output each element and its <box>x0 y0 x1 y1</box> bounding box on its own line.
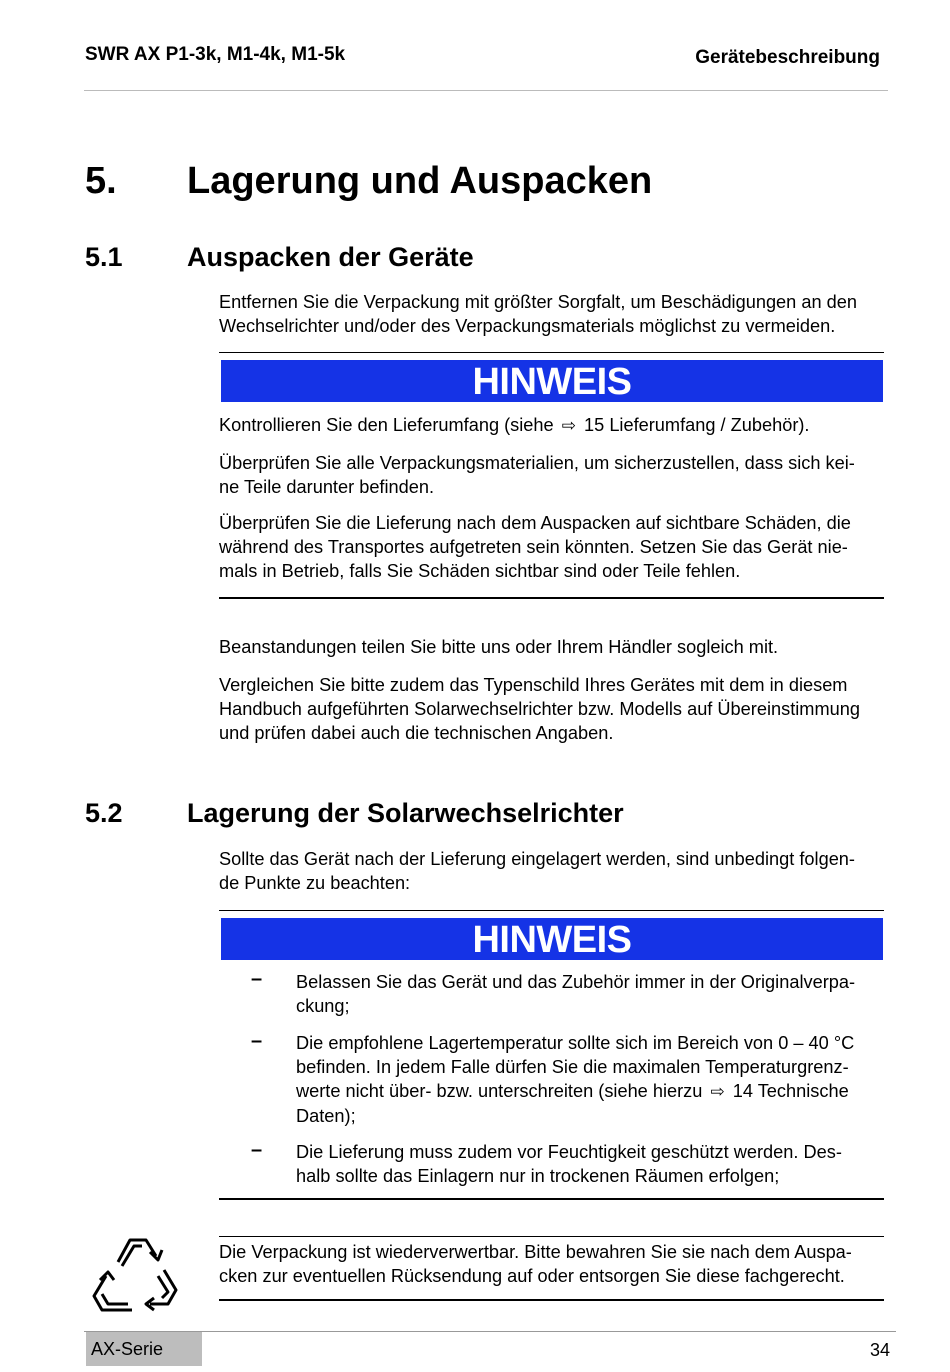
text-line: halb sollte das Einlagern nur in trockenen Räumen erfolgen; <box>296 1166 780 1186</box>
section1-typeplate <box>219 673 889 745</box>
text-line: Entfernen Sie die Verpackung mit größter Sorgfalt, um Beschädigungen an den <box>219 292 857 312</box>
text-line: mals in Betrieb, falls Sie Schäden sichtbar sind oder Teile fehlen. <box>219 561 741 581</box>
text-line: Handbuch aufgeführten Solarwechselrichter bzw. Modells auf Übereinstimmung <box>219 699 860 719</box>
text-line: Daten); <box>296 1106 356 1126</box>
section-number: 5.1 <box>85 242 123 272</box>
section-number: 5.2 <box>85 798 123 828</box>
list-item <box>296 1031 886 1128</box>
section-title: Lagerung der Solarwechselrichter <box>187 798 624 828</box>
text-line: Die empfohlene Lagertemperatur sollte sich im Bereich von 0 – 40 °C <box>296 1033 855 1053</box>
list-bullet: – <box>251 968 263 990</box>
list-item <box>296 1140 886 1188</box>
text-line: Überprüfen Sie die Lieferung nach dem Auspacken auf sichtbare Schäden, die <box>219 513 851 533</box>
notice-banner: HINWEIS <box>221 918 883 960</box>
text-line: Die Lieferung muss zudem vor Feuchtigkeit geschützt werden. Des- <box>296 1142 842 1162</box>
notice-paragraph-3 <box>219 511 889 583</box>
text-line: ckung; <box>296 996 350 1016</box>
footer-divider <box>84 1331 896 1332</box>
recycle-bottom-rule <box>219 1299 884 1301</box>
notice-banner: HINWEIS <box>221 360 883 402</box>
recycle-icon <box>88 1232 180 1318</box>
section-heading-5-1 <box>85 242 474 273</box>
cross-reference-link[interactable]: 15 Lieferumfang / Zubehör). <box>584 415 810 435</box>
notice-bottom-rule <box>219 597 884 599</box>
text-line: befinden. In jedem Falle dürfen Sie die maximalen Temperaturgrenz- <box>296 1057 849 1077</box>
footer-series: AX-Serie <box>86 1332 202 1366</box>
section1-intro <box>219 290 889 338</box>
text-span: Kontrollieren Sie den Lieferumfang (siehe <box>219 415 554 435</box>
text-line: Vergleichen Sie bitte zudem das Typenschild Ihres Gerätes mit dem in diesem <box>219 675 848 695</box>
notice-paragraph-1 <box>219 413 889 438</box>
list-bullet: – <box>251 1139 263 1161</box>
arrow-right-outline-icon: ⇨ <box>561 416 576 435</box>
header-title: SWR AX P1-3k, M1-4k, M1-5k <box>85 44 346 65</box>
notice-top-rule <box>219 352 884 353</box>
recycle-note <box>219 1240 889 1288</box>
chapter-heading <box>85 160 652 203</box>
text-line: Belassen Sie das Gerät und das Zubehör immer in der Originalverpa- <box>296 972 856 992</box>
page-number: 34 <box>869 1340 890 1360</box>
text-line: cken zur eventuellen Rücksendung auf oder entsorgen Sie diese fachgerecht. <box>219 1266 845 1286</box>
text-line: Sollte das Gerät nach der Lieferung eingelagert werden, sind unbedingt folgen- <box>219 849 855 869</box>
arrow-right-outline-icon: ⇨ <box>710 1082 725 1101</box>
text-line <box>296 1079 886 1104</box>
text-span: werte nicht über- bzw. unterschreiten (siehe hierzu <box>296 1081 703 1101</box>
notice-top-rule <box>219 910 884 911</box>
text-line: Wechselrichter und/oder des Verpackungsmaterials möglichst zu vermeiden. <box>219 316 836 336</box>
text-line: und prüfen dabei auch die technischen Angaben. <box>219 723 614 743</box>
notice-paragraph-2 <box>219 451 889 499</box>
notice-bottom-rule <box>219 1198 884 1200</box>
list-item <box>296 970 886 1018</box>
section-heading-5-2 <box>85 798 624 829</box>
header-section: Gerätebeschreibung <box>695 47 880 68</box>
list-bullet: – <box>251 1030 263 1052</box>
recycle-top-rule <box>219 1236 884 1237</box>
chapter-number: 5. <box>85 160 117 202</box>
text-line: ne Teile darunter befinden. <box>219 477 435 497</box>
cross-reference-link[interactable]: 14 Technische <box>732 1081 849 1101</box>
text-line: de Punkte zu beachten: <box>219 873 411 893</box>
header-divider <box>84 90 888 91</box>
section-title: Auspacken der Geräte <box>187 242 474 272</box>
text-line: Überprüfen Sie alle Verpackungsmaterialien, um sicherzustellen, dass sich kei- <box>219 453 855 473</box>
text-line: Die Verpackung ist wiederverwertbar. Bitte bewahren Sie sie nach dem Auspa- <box>219 1242 852 1262</box>
text-line: während des Transportes aufgetreten sein könnten. Setzen Sie das Gerät nie- <box>219 537 848 557</box>
section2-intro <box>219 847 889 895</box>
chapter-title: Lagerung und Auspacken <box>187 160 653 202</box>
section1-complaints: Beanstandungen teilen Sie bitte uns oder Ihrem Händler sogleich mit. <box>219 637 779 657</box>
